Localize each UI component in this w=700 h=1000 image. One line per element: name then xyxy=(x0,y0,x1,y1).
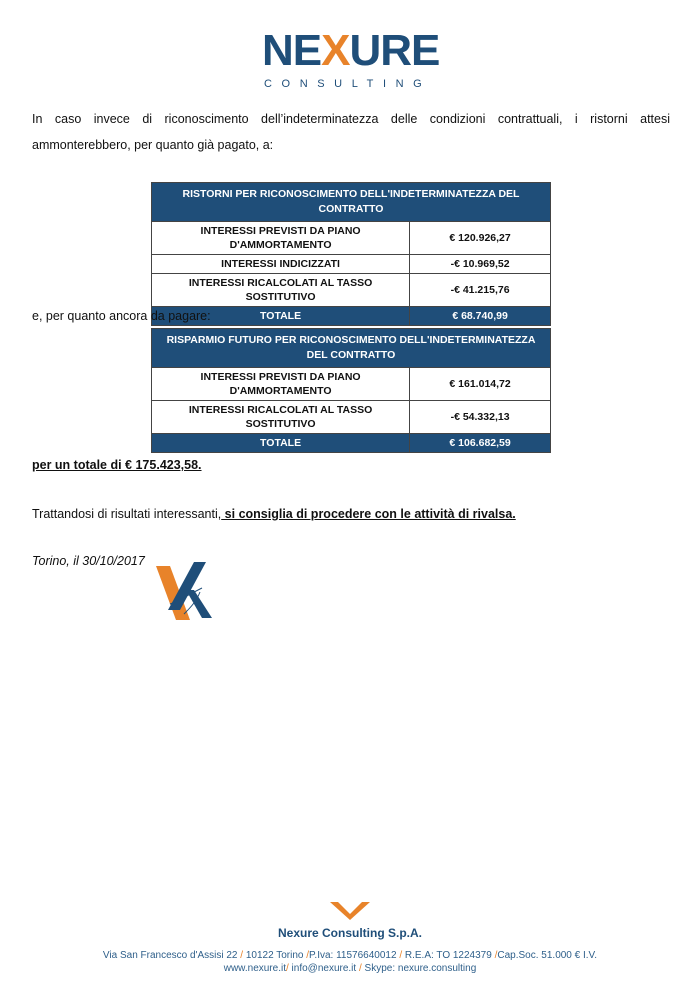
footer-separator: / xyxy=(240,950,244,961)
intro-paragraph: In caso invece di riconoscimento dell’indeterminatezza delle condizioni contrattuali, i ristorni attesi ammonterebbero, per quanto già pagato, a: xyxy=(32,112,670,152)
total-value: € 106.682,59 xyxy=(410,434,551,453)
total-label: TOTALE xyxy=(152,434,410,453)
footer-skype: Skype: nexure.consulting xyxy=(364,963,477,974)
footer-company-name: Nexure Consulting S.p.A. xyxy=(277,926,422,940)
table-row xyxy=(152,274,551,307)
footer-separator: / xyxy=(399,950,403,961)
logo-word-part: NE xyxy=(262,26,322,75)
table-row xyxy=(152,368,551,401)
table-row xyxy=(152,255,551,274)
logo-subtitle: CONSULTING xyxy=(264,78,432,90)
footer-address-line xyxy=(0,950,700,961)
footer-contact-line xyxy=(0,963,700,974)
advice-paragraph xyxy=(32,501,670,527)
table-total-row xyxy=(152,434,551,453)
footer-chevron-logo xyxy=(330,900,370,922)
row-value: -€ 10.969,52 xyxy=(410,255,551,274)
table-row xyxy=(152,401,551,434)
footer-web-link[interactable]: www.nexure.it xyxy=(223,963,286,974)
logo-word-x: X xyxy=(321,26,350,75)
footer-address: Via San Francesco d'Assisi 22 xyxy=(102,950,238,961)
footer-email-link[interactable]: info@nexure.it xyxy=(291,963,357,974)
row-label: INTERESSI RICALCOLATI AL TASSO SOSTITUTIVO xyxy=(152,274,410,307)
row-label: INTERESSI INDICIZZATI xyxy=(152,255,410,274)
footer-separator: / xyxy=(285,963,289,974)
advice-recommendation: si consiglia di procedere con le attività di rivalsa. xyxy=(221,507,516,521)
footer-capsoc: Cap.Soc. 51.000 € I.V. xyxy=(497,950,598,961)
logo-word-part: URE xyxy=(349,26,440,75)
footer-separator: / xyxy=(358,963,362,974)
row-value: € 120.926,27 xyxy=(410,222,551,255)
grand-total-line: per un totale di € 175.423,58. xyxy=(32,458,202,472)
table-title: RISPARMIO FUTURO PER RICONOSCIMENTO DELL'INDETERMINATEZZA DEL CONTRATTO xyxy=(152,329,551,368)
row-label: INTERESSI PREVISTI DA PIANO D'AMMORTAMENTO xyxy=(152,368,410,401)
advice-text: Trattandosi di risultati interessanti, xyxy=(32,507,222,521)
footer-city: 10122 Torino xyxy=(245,950,304,961)
footer-piva: P.Iva: 11576640012 xyxy=(309,950,397,961)
total-value: € 68.740,99 xyxy=(410,307,551,326)
table-title: RISTORNI PER RICONOSCIMENTO DELL'INDETERMINATEZZA DEL CONTRATTO xyxy=(152,183,551,222)
table-risparmio xyxy=(151,328,551,453)
footer-separator: / xyxy=(306,950,310,961)
logo-wordmark xyxy=(262,28,442,74)
footer-rea: R.E.A: TO 1224379 xyxy=(404,950,492,961)
row-label: INTERESSI PREVISTI DA PIANO D'AMMORTAMENTO xyxy=(152,222,410,255)
row-value: -€ 54.332,13 xyxy=(410,401,551,434)
between-paragraph: e, per quanto ancora da pagare: xyxy=(32,309,211,323)
row-label: INTERESSI RICALCOLATI AL TASSO SOSTITUTIVO xyxy=(152,401,410,434)
company-logo xyxy=(262,28,442,96)
table-row xyxy=(152,222,551,255)
total-label: TOTALE xyxy=(152,307,410,326)
row-value: -€ 41.215,76 xyxy=(410,274,551,307)
place-date: Torino, il 30/10/2017 xyxy=(32,554,145,568)
signature-x-logo xyxy=(150,560,216,626)
row-value: € 161.014,72 xyxy=(410,368,551,401)
footer-separator: / xyxy=(494,950,498,961)
